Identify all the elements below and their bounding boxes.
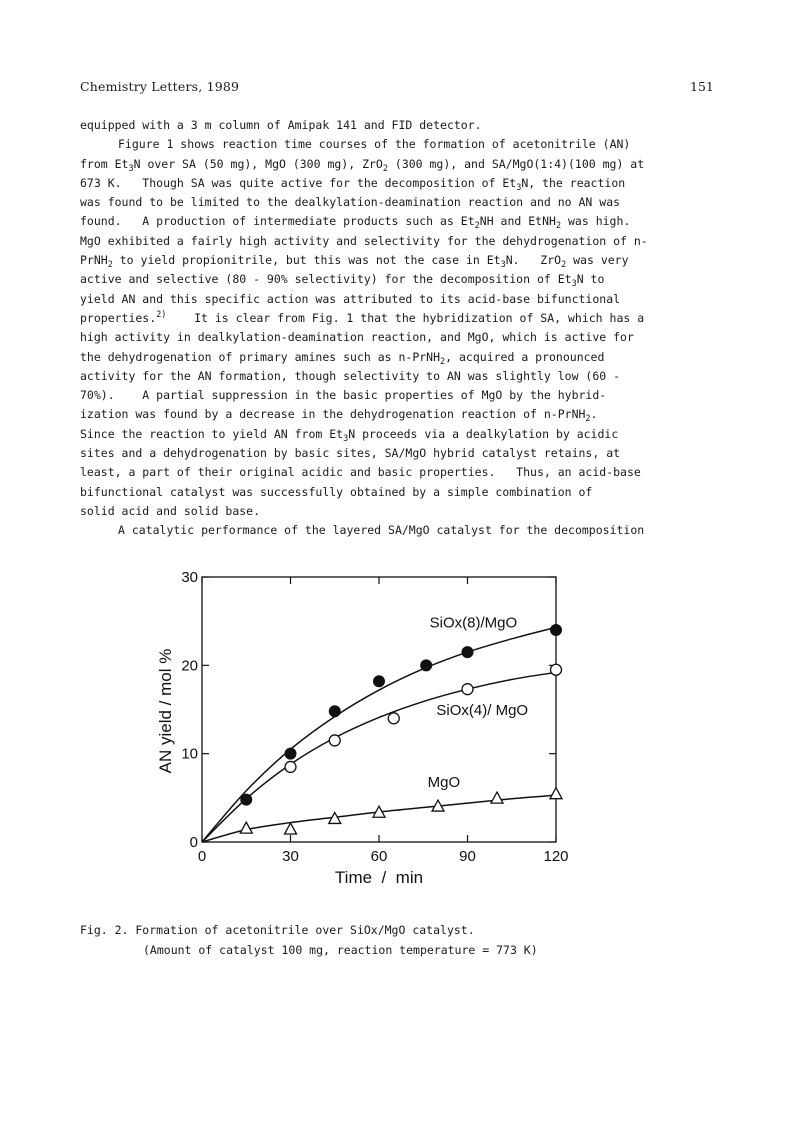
data-points: [240, 625, 562, 835]
subscript: 2: [474, 221, 480, 232]
body-line: [80, 155, 720, 174]
caption-line-1: Fig. 2. Formation of acetonitrile over SiOx/MgO catalyst.: [80, 923, 475, 937]
body-line: [80, 463, 720, 482]
body-line: [80, 521, 720, 540]
y-tick-label: 20: [181, 657, 198, 675]
subscript: 2: [585, 414, 591, 425]
text-run: active and selective (80 - 90% selectivity) for the decomposition of Et: [80, 272, 572, 287]
chart-figure: [140, 565, 580, 895]
body-line: [80, 174, 720, 193]
data-point-open-triangle: [240, 822, 252, 833]
body-line: [80, 251, 720, 270]
data-point-filled-circle: [329, 706, 340, 717]
series-label: MgO: [427, 774, 461, 792]
body-line: [80, 270, 720, 289]
body-line: [80, 232, 720, 251]
data-point-filled-circle: [241, 794, 252, 805]
subscript: 2: [382, 163, 388, 174]
body-line: [80, 328, 720, 347]
figure-caption: [80, 920, 538, 960]
data-point-filled-circle: [374, 676, 385, 687]
body-line: [80, 290, 720, 309]
text-run: 673 K. Though SA was quite active for the decomposition of Et: [80, 175, 517, 190]
body-line: [80, 309, 720, 328]
x-tick-label: 120: [543, 848, 569, 865]
text-run: N proceeds via a dealkylation by acidic: [348, 426, 619, 441]
page-number: 151: [690, 79, 714, 94]
series-label: SiOx(4)/ MgO: [436, 701, 529, 719]
data-point-open-triangle: [285, 823, 297, 834]
body-line: [80, 483, 720, 502]
text-run: found. A production of intermediate products such as Et: [80, 214, 475, 229]
text-run: the dehydrogenation of primary amines such as n-PrNH: [80, 349, 441, 364]
text-run: PrNH: [80, 253, 108, 268]
text-run: from Et: [80, 156, 129, 171]
text-run: Figure 1 shows reaction time courses of the formation of acetonitrile (AN): [118, 137, 631, 152]
text-run: , acquired a pronounced: [445, 349, 605, 364]
y-axis-label: AN yield / mol %: [156, 648, 175, 774]
subscript: 3: [128, 163, 134, 174]
data-point-open-circle: [551, 664, 562, 675]
data-point-filled-circle: [421, 660, 432, 671]
text-run: was very: [566, 253, 629, 268]
text-run: bifunctional catalyst was successfully obtained by a simple combination of: [80, 484, 593, 499]
data-point-filled-circle: [551, 625, 562, 636]
subscript: 2: [555, 221, 562, 232]
data-point-filled-circle: [285, 748, 296, 759]
text-run: MgO exhibited a fairly high activity and selectivity for the dehydrogenation of n-: [80, 233, 648, 248]
data-point-open-circle: [388, 713, 399, 724]
text-run: to yield propionitrile, but this was not the case in Et: [112, 253, 501, 268]
y-tick-label: 30: [181, 569, 198, 586]
text-run: solid acid and solid base.: [80, 503, 261, 518]
subscript: 3: [343, 433, 349, 444]
subscript: 2: [107, 260, 113, 271]
y-tick-label: 10: [181, 745, 198, 763]
text-run: was found to be limited to the dealkylation-deamination reaction and no AN was: [80, 195, 621, 210]
text-run: A catalytic performance of the layered SA/MgO catalyst for the decomposition: [118, 523, 645, 538]
x-tick-label: 60: [370, 848, 388, 865]
superscript: 2): [156, 309, 167, 320]
text-run: N over SA (50 mg), MgO (300 mg), ZrO: [133, 156, 383, 171]
body-line: [80, 386, 720, 405]
series-labels: [428, 614, 528, 791]
body-line: [80, 502, 720, 521]
x-tick-label: 0: [197, 848, 207, 865]
text-run: (300 mg), and SA/MgO(1:4)(100 mg) at: [387, 156, 645, 171]
text-run: activity for the AN formation, though selectivity to AN was slightly low (60 -: [80, 368, 621, 383]
data-point-open-circle: [462, 684, 473, 695]
body-line: [80, 212, 720, 231]
text-run: ization was found by a decrease in the dehydrogenation reaction of n-PrNH: [80, 407, 586, 422]
text-run: yield AN and this specific action was attributed to its acid-base bifunctional: [80, 291, 621, 306]
y-tick-label: 0: [189, 834, 198, 851]
data-point-open-circle: [285, 761, 296, 772]
text-run: was high.: [561, 214, 631, 229]
text-run: equipped with a 3 m column of Amipak 141 and FID detector.: [80, 118, 482, 132]
journal-header: Chemistry Letters, 1989: [80, 79, 240, 94]
text-run: 70%). A partial suppression in the basic properties of MgO by the hybrid-: [80, 388, 607, 403]
subscript: 3: [516, 182, 522, 193]
body-line: [80, 193, 720, 212]
text-run: NH and EtNH: [479, 214, 556, 229]
text-run: N to: [576, 272, 605, 287]
text-run: least, a part of their original acidic and basic properties. Thus, an acid-base: [80, 465, 641, 480]
body-line: [80, 135, 720, 154]
body-line: [80, 348, 720, 367]
text-run: sites and a dehydrogenation by basic sites, SA/MgO hybrid catalyst retains, at: [80, 446, 621, 461]
body-text: [80, 116, 720, 541]
text-run: Since the reaction to yield AN from Et: [80, 426, 344, 441]
subscript: 3: [571, 279, 577, 290]
text-run: properties.: [80, 310, 157, 325]
text-run: N. ZrO: [505, 253, 562, 268]
data-point-filled-circle: [462, 647, 473, 658]
text-run: N, the reaction: [521, 175, 626, 190]
data-point-open-triangle: [491, 792, 503, 803]
subscript: 3: [500, 260, 506, 271]
body-line: [80, 425, 720, 444]
subscript: 2: [440, 356, 446, 367]
body-line: [80, 367, 720, 386]
x-axis-label: Time / min: [334, 868, 424, 887]
x-tick-label: 30: [282, 848, 299, 865]
caption-line-2: (Amount of catalyst 100 mg, reaction temperature = 773 K): [143, 943, 538, 957]
text-run: .: [590, 407, 598, 422]
data-point-open-triangle: [550, 788, 562, 799]
text-run: high activity in dealkylation-deamination reaction, and MgO, which is active for: [80, 330, 634, 345]
text-run: It is clear from Fig. 1 that the hybridization of SA, which has a: [166, 310, 645, 325]
series-label: SiOx(8)/MgO: [429, 614, 518, 632]
subscript: 2: [561, 260, 567, 271]
data-point-open-circle: [329, 735, 340, 746]
body-line: [80, 116, 720, 135]
x-tick-label: 90: [459, 848, 476, 865]
body-line: [80, 405, 720, 424]
body-line: [80, 444, 720, 463]
